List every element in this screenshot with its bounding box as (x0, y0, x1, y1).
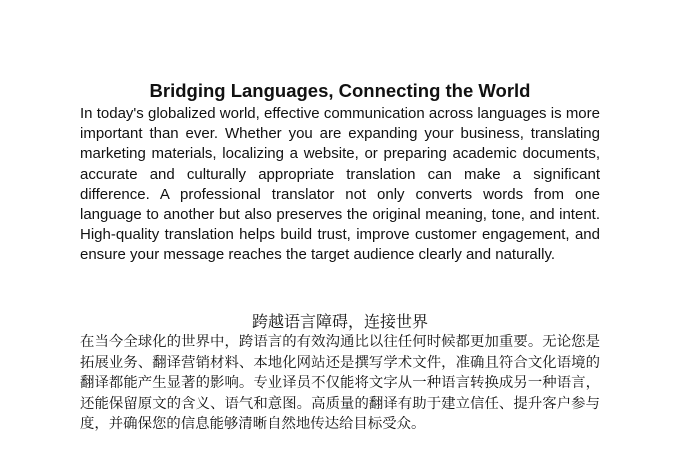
chinese-heading: 跨越语言障碍，连接世界 (251, 312, 428, 331)
english-heading: Bridging Languages, Connecting the World (149, 80, 531, 101)
chinese-paragraph: 在当今全球化的世界中，跨语言的有效沟通比以往任何时候都更加重要。无论您是拓展业务、翻译营销材料、本地化网站还是撰写学术文件，准确且符合文化语境的翻译都能产生显著的影响。专业译员不仅能将文字从一种语言转换成另一种语言，还能保留原文的含义、语气和意图。高质量的翻译有助于建立信任、提升客户参与度，并确保您的信息能够清晰自然地传达给目标受众。 (80, 334, 600, 433)
english-paragraph: In today's globalized world, effective communication across languages is more important than ever. Whether you are expanding your business, translating marketing materials, localizing a website, or preparing academic documents, accurate and culturally appropriate translation can make a significant difference. A professional translator not only converts words from one language to another but also preserves the original meaning, tone, and intent. High-quality translation helps build trust, improve customer engagement, and ensure your message reaches the target audience clearly and naturally. (80, 105, 600, 264)
